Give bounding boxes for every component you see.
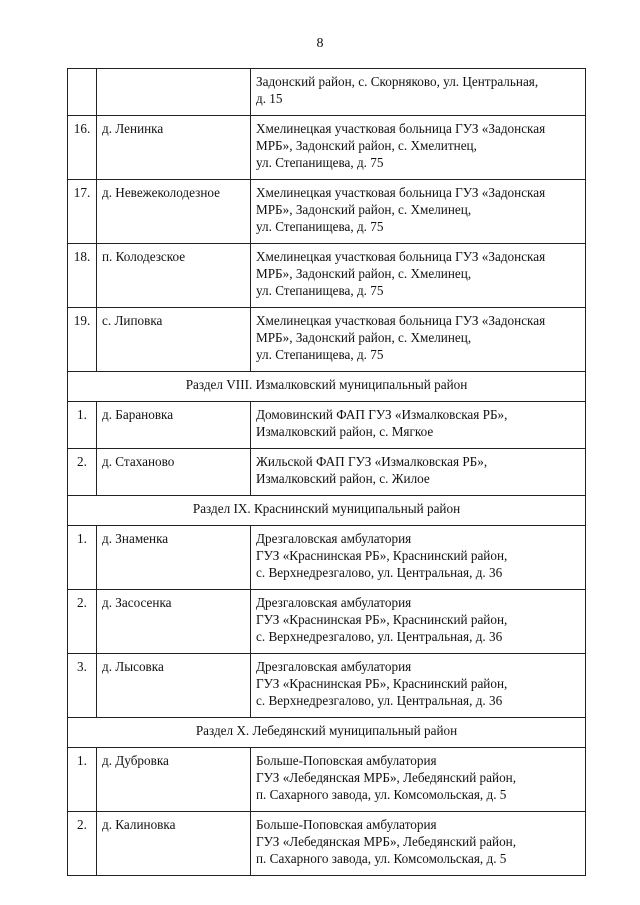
row-number: 19.	[68, 308, 97, 372]
facility-line: Дрезгаловская амбулатория	[256, 659, 412, 674]
row-number: 3.	[68, 654, 97, 718]
table-row	[68, 402, 586, 449]
table-row	[68, 244, 586, 308]
table-row	[68, 69, 586, 116]
facility-address	[251, 402, 586, 449]
row-number: 18.	[68, 244, 97, 308]
facility-line: ул. Степанищева, д. 75	[256, 155, 384, 170]
row-number: 17.	[68, 180, 97, 244]
row-number: 2.	[68, 590, 97, 654]
table-row	[68, 812, 586, 876]
section-title: Раздел VIII. Измалковский муниципальный район	[68, 372, 586, 402]
facility-line: МРБ», Задонский район, с. Хмелинец,	[256, 202, 472, 217]
facility-line: ГУЗ «Краснинская РБ», Краснинский район,	[256, 548, 508, 563]
facility-line: ул. Степанищева, д. 75	[256, 347, 384, 362]
facility-address	[251, 590, 586, 654]
page-number: 8	[316, 36, 324, 51]
facility-line: Больше-Поповская амбулатория	[256, 817, 437, 832]
row-number: 1.	[68, 402, 97, 449]
settlement-name: д. Стаханово	[97, 449, 251, 496]
facility-line: Хмелинецкая участковая больница ГУЗ «Задонская	[256, 313, 546, 328]
settlement-name: д. Дубровка	[97, 748, 251, 812]
facility-line: Дрезгаловская амбулатория	[256, 531, 412, 546]
row-number: 2.	[68, 812, 97, 876]
facility-line: Жильской ФАП ГУЗ «Измалковская РБ»,	[256, 454, 488, 469]
settlement-name: д. Засосенка	[97, 590, 251, 654]
facility-address	[251, 449, 586, 496]
settlement-name: д. Невежеколодезное	[97, 180, 251, 244]
facility-line: Дрезгаловская амбулатория	[256, 595, 412, 610]
facility-line: Измалковский район, с. Жилое	[256, 471, 430, 486]
settlement-name: д. Ленинка	[97, 116, 251, 180]
settlement-name: д. Знаменка	[97, 526, 251, 590]
facility-table	[67, 68, 586, 876]
table-row	[68, 590, 586, 654]
facility-address	[251, 654, 586, 718]
facility-address	[251, 116, 586, 180]
facility-line: ГУЗ «Краснинская РБ», Краснинский район,	[256, 612, 508, 627]
facility-address	[251, 308, 586, 372]
facility-line: ул. Степанищева, д. 75	[256, 283, 384, 298]
facility-line: с. Верхнедрезгалово, ул. Центральная, д. 36	[256, 565, 503, 580]
table-row	[68, 180, 586, 244]
settlement-name: п. Колодезское	[97, 244, 251, 308]
facility-line: Хмелинецкая участковая больница ГУЗ «Задонская	[256, 121, 546, 136]
facility-line: п. Сахарного завода, ул. Комсомольская, д. 5	[256, 851, 507, 866]
facility-line: ГУЗ «Краснинская РБ», Краснинский район,	[256, 676, 508, 691]
section-header-row	[68, 718, 586, 748]
table-body	[68, 69, 586, 876]
facility-line: Задонский район, с. Скорняково, ул. Центральная,	[256, 74, 539, 89]
facility-line: Домовинский ФАП ГУЗ «Измалковская РБ»,	[256, 407, 508, 422]
row-number: 2.	[68, 449, 97, 496]
section-header-row	[68, 496, 586, 526]
facility-address	[251, 69, 586, 116]
facility-line: Измалковский район, с. Мягкое	[256, 424, 434, 439]
facility-address	[251, 748, 586, 812]
settlement-name: д. Барановка	[97, 402, 251, 449]
facility-address	[251, 180, 586, 244]
facility-line: д. 15	[256, 91, 283, 106]
facility-address	[251, 812, 586, 876]
table-row	[68, 308, 586, 372]
facility-line: МРБ», Задонский район, с. Хмелинец,	[256, 266, 472, 281]
row-number: 16.	[68, 116, 97, 180]
facility-line: с. Верхнедрезгалово, ул. Центральная, д. 36	[256, 629, 503, 644]
facility-line: ГУЗ «Лебедянская МРБ», Лебедянский район,	[256, 834, 517, 849]
facility-line: Хмелинецкая участковая больница ГУЗ «Задонская	[256, 185, 546, 200]
row-number: 1.	[68, 526, 97, 590]
table-row	[68, 449, 586, 496]
facility-line: ул. Степанищева, д. 75	[256, 219, 384, 234]
settlement-name	[97, 69, 251, 116]
facility-line: ГУЗ «Лебедянская МРБ», Лебедянский район,	[256, 770, 517, 785]
section-header-row	[68, 372, 586, 402]
table-row	[68, 654, 586, 718]
settlement-name: д. Калиновка	[97, 812, 251, 876]
table-row	[68, 116, 586, 180]
section-title: Раздел IX. Краснинский муниципальный район	[68, 496, 586, 526]
facility-line: МРБ», Задонский район, с. Хмелинец,	[256, 330, 472, 345]
facility-line: Больше-Поповская амбулатория	[256, 753, 437, 768]
table-row	[68, 748, 586, 812]
row-number: 1.	[68, 748, 97, 812]
row-number	[68, 69, 97, 116]
facility-address	[251, 526, 586, 590]
settlement-name: с. Липовка	[97, 308, 251, 372]
table-row	[68, 526, 586, 590]
facility-line: Хмелинецкая участковая больница ГУЗ «Задонская	[256, 249, 546, 264]
facility-address	[251, 244, 586, 308]
facility-line: п. Сахарного завода, ул. Комсомольская, д. 5	[256, 787, 507, 802]
settlement-name: д. Лысовка	[97, 654, 251, 718]
section-title: Раздел X. Лебедянский муниципальный район	[68, 718, 586, 748]
facility-line: МРБ», Задонский район, с. Хмелитнец,	[256, 138, 477, 153]
facility-line: с. Верхнедрезгалово, ул. Центральная, д. 36	[256, 693, 503, 708]
